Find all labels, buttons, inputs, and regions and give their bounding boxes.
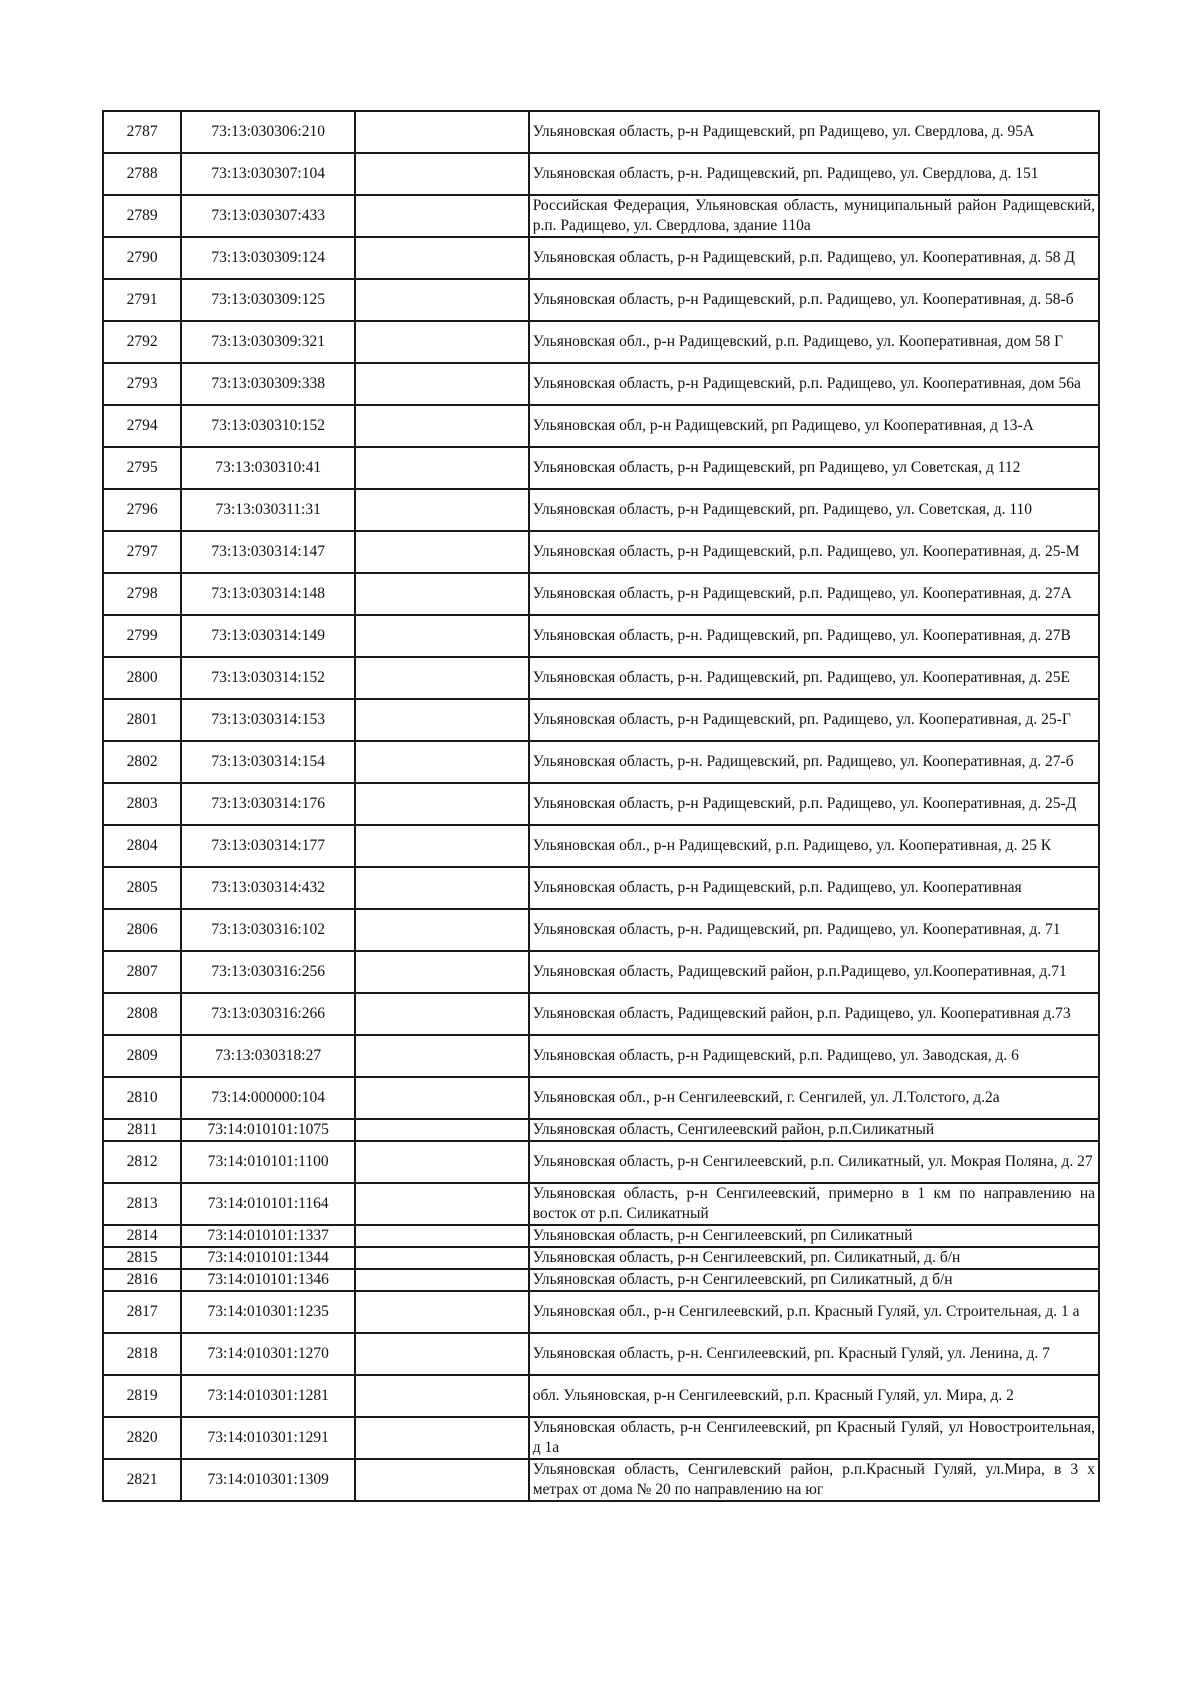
empty-cell [355,489,529,531]
cadastral-number-cell: 73:13:030316:102 [181,909,355,951]
cadastral-number-cell: 73:13:030318:27 [181,1035,355,1077]
table-row [103,993,1099,1035]
table-row [103,699,1099,741]
empty-cell [355,447,529,489]
empty-cell [355,783,529,825]
empty-cell [355,1247,529,1269]
cadastral-number-cell: 73:13:030314:148 [181,573,355,615]
row-number-cell: 2797 [103,531,181,573]
row-number-cell: 2820 [103,1417,181,1459]
cadastral-number-cell: 73:14:010101:1344 [181,1247,355,1269]
cadastral-number-cell: 73:13:030309:321 [181,321,355,363]
table-body [103,111,1099,1501]
cadastral-number-cell: 73:13:030309:338 [181,363,355,405]
address-cell: Ульяновская область, р-н. Радищевский, рп. Радищево, ул. Кооперативная, д. 25Е [529,657,1099,699]
cadastral-number-cell: 73:14:010301:1291 [181,1417,355,1459]
table-row [103,657,1099,699]
cadastral-number-cell: 73:13:030314:432 [181,867,355,909]
cadastral-number-cell: 73:13:030311:31 [181,489,355,531]
cadastral-number-cell: 73:13:030309:124 [181,237,355,279]
cadastral-number-cell: 73:13:030309:125 [181,279,355,321]
empty-cell [355,1077,529,1119]
empty-cell [355,279,529,321]
row-number-cell: 2805 [103,867,181,909]
row-number-cell: 2799 [103,615,181,657]
empty-cell [355,951,529,993]
table-row [103,489,1099,531]
address-cell: Ульяновская область, р-н Радищевский, р.п. Радищево, ул. Кооперативная, д. 25-М [529,531,1099,573]
empty-cell [355,909,529,951]
cadastral-number-cell: 73:14:010301:1270 [181,1333,355,1375]
address-cell: Ульяновская область, р-н. Радищевский, рп. Радищево, ул. Кооперативная, д. 27-б [529,741,1099,783]
address-cell: Ульяновская область, р-н. Радищевский, рп. Радищево, ул. Кооперативная, д. 27В [529,615,1099,657]
table-row [103,909,1099,951]
empty-cell [355,867,529,909]
table-row [103,531,1099,573]
cadastral-number-cell: 73:14:010301:1309 [181,1459,355,1501]
cadastral-number-cell: 73:13:030314:153 [181,699,355,741]
address-cell: Ульяновская область, Радищевский район, р.п. Радищево, ул. Кооперативная д.73 [529,993,1099,1035]
empty-cell [355,615,529,657]
empty-cell [355,1225,529,1247]
row-number-cell: 2817 [103,1291,181,1333]
address-cell: Российская Федерация, Ульяновская область, муниципальный район Радищевский, р.п. Радищево, ул. Свердлова, здание 110а [529,195,1099,237]
table-row [103,1333,1099,1375]
address-cell: Ульяновская обл., р-н Радищевский, р.п. Радищево, ул. Кооперативная, дом 58 Г [529,321,1099,363]
table-row [103,573,1099,615]
empty-cell [355,195,529,237]
address-cell: Ульяновская область, Сенгилеевский район, р.п.Силикатный [529,1119,1099,1141]
cadastral-number-cell: 73:13:030306:210 [181,111,355,153]
empty-cell [355,573,529,615]
table-row [103,153,1099,195]
empty-cell [355,1183,529,1225]
table-row [103,951,1099,993]
cadastral-number-cell: 73:14:010101:1337 [181,1225,355,1247]
cadastral-number-cell: 73:13:030316:266 [181,993,355,1035]
empty-cell [355,657,529,699]
cadastral-number-cell: 73:13:030314:152 [181,657,355,699]
empty-cell [355,1333,529,1375]
address-cell: Ульяновская область, р-н. Радищевский, рп. Радищево, ул. Кооперативная, д. 71 [529,909,1099,951]
row-number-cell: 2806 [103,909,181,951]
row-number-cell: 2800 [103,657,181,699]
row-number-cell: 2813 [103,1183,181,1225]
table-row [103,867,1099,909]
empty-cell [355,1291,529,1333]
empty-cell [355,1035,529,1077]
table-row [103,1035,1099,1077]
address-cell: Ульяновская область, р-н Сенгилеевский, р.п. Силикатный, ул. Мокрая Поляна, д. 27 [529,1141,1099,1183]
cadastral-number-cell: 73:13:030314:154 [181,741,355,783]
table-row [103,1141,1099,1183]
cadastral-number-cell: 73:14:010301:1235 [181,1291,355,1333]
table-row [103,783,1099,825]
row-number-cell: 2801 [103,699,181,741]
empty-cell [355,405,529,447]
table-row [103,825,1099,867]
cadastral-number-cell: 73:13:030310:152 [181,405,355,447]
table-row [103,363,1099,405]
row-number-cell: 2810 [103,1077,181,1119]
table-row [103,1077,1099,1119]
row-number-cell: 2816 [103,1269,181,1291]
empty-cell [355,237,529,279]
row-number-cell: 2807 [103,951,181,993]
row-number-cell: 2804 [103,825,181,867]
table-row [103,741,1099,783]
empty-cell [355,1375,529,1417]
table-row [103,1247,1099,1269]
address-cell: Ульяновская область, р-н Сенгилеевский, рп. Силикатный, д. б/н [529,1247,1099,1269]
table-row [103,1459,1099,1501]
cadastral-number-cell: 73:14:010101:1164 [181,1183,355,1225]
address-cell: Ульяновская обл, р-н Радищевский, рп Радищево, ул Кооперативная, д 13-А [529,405,1099,447]
address-cell: Ульяновская область, р-н. Сенгилеевский, рп. Красный Гуляй, ул. Ленина, д. 7 [529,1333,1099,1375]
address-cell: Ульяновская область, р-н Радищевский, рп Радищево, ул. Свердлова, д. 95А [529,111,1099,153]
address-cell: Ульяновская область, р-н Радищевский, р.п. Радищево, ул. Кооперативная, д. 27А [529,573,1099,615]
table-row [103,447,1099,489]
row-number-cell: 2788 [103,153,181,195]
address-cell: Ульяновская область, р-н Радищевский, рп. Радищево, ул. Кооперативная, д. 25-Г [529,699,1099,741]
address-cell: Ульяновская область, р-н Сенгилеевский, рп Красный Гуляй, ул Новостроительная, д 1а [529,1417,1099,1459]
cadastral-number-cell: 73:13:030307:433 [181,195,355,237]
row-number-cell: 2814 [103,1225,181,1247]
table-row [103,237,1099,279]
address-cell: Ульяновская область, р-н. Радищевский, рп. Радищево, ул. Свердлова, д. 151 [529,153,1099,195]
row-number-cell: 2815 [103,1247,181,1269]
table-row [103,111,1099,153]
address-cell: Ульяновская обл., р-н Сенгилеевский, р.п. Красный Гуляй, ул. Строительная, д. 1 а [529,1291,1099,1333]
address-cell: Ульяновская область, р-н Сенгилеевский, рп Силикатный, д б/н [529,1269,1099,1291]
row-number-cell: 2787 [103,111,181,153]
cadastral-number-cell: 73:13:030316:256 [181,951,355,993]
property-table [102,110,1100,1502]
row-number-cell: 2798 [103,573,181,615]
table-row [103,1417,1099,1459]
row-number-cell: 2811 [103,1119,181,1141]
row-number-cell: 2795 [103,447,181,489]
address-cell: Ульяновская область, Сенгилевский район, р.п.Красный Гуляй, ул.Мира, в 3 х метрах от дома № 20 по направлению на юг [529,1459,1099,1501]
row-number-cell: 2802 [103,741,181,783]
address-cell: Ульяновская область, р-н Радищевский, р.п. Радищево, ул. Кооперативная, д. 58-б [529,279,1099,321]
table-row [103,405,1099,447]
address-cell: Ульяновская обл., р-н Сенгилеевский, г. Сенгилей, ул. Л.Толстого, д.2а [529,1077,1099,1119]
cadastral-number-cell: 73:13:030314:176 [181,783,355,825]
address-cell: Ульяновская область, р-н Радищевский, р.п. Радищево, ул. Кооперативная, д. 25-Д [529,783,1099,825]
address-cell: обл. Ульяновская, р-н Сенгилеевский, р.п. Красный Гуляй, ул. Мира, д. 2 [529,1375,1099,1417]
table-row [103,279,1099,321]
cadastral-number-cell: 73:14:010301:1281 [181,1375,355,1417]
empty-cell [355,699,529,741]
cadastral-number-cell: 73:13:030307:104 [181,153,355,195]
row-number-cell: 2812 [103,1141,181,1183]
table-row [103,1225,1099,1247]
empty-cell [355,993,529,1035]
empty-cell [355,741,529,783]
table-row [103,1183,1099,1225]
row-number-cell: 2809 [103,1035,181,1077]
address-cell: Ульяновская область, р-н Радищевский, р.п. Радищево, ул. Кооперативная, д. 58 Д [529,237,1099,279]
table-row [103,1269,1099,1291]
cadastral-number-cell: 73:13:030314:177 [181,825,355,867]
cadastral-number-cell: 73:14:010101:1100 [181,1141,355,1183]
row-number-cell: 2819 [103,1375,181,1417]
empty-cell [355,531,529,573]
row-number-cell: 2789 [103,195,181,237]
cadastral-number-cell: 73:13:030310:41 [181,447,355,489]
table-row [103,1291,1099,1333]
empty-cell [355,1269,529,1291]
empty-cell [355,111,529,153]
table-row [103,321,1099,363]
empty-cell [355,153,529,195]
cadastral-number-cell: 73:13:030314:149 [181,615,355,657]
row-number-cell: 2794 [103,405,181,447]
empty-cell [355,1141,529,1183]
cadastral-number-cell: 73:14:010101:1346 [181,1269,355,1291]
address-cell: Ульяновская область, р-н Сенгилеевский, примерно в 1 км по направлению на восток от р.п. Силикатный [529,1183,1099,1225]
row-number-cell: 2796 [103,489,181,531]
row-number-cell: 2791 [103,279,181,321]
row-number-cell: 2821 [103,1459,181,1501]
row-number-cell: 2793 [103,363,181,405]
row-number-cell: 2790 [103,237,181,279]
empty-cell [355,825,529,867]
row-number-cell: 2818 [103,1333,181,1375]
cadastral-number-cell: 73:13:030314:147 [181,531,355,573]
address-cell: Ульяновская область, р-н Радищевский, р.п. Радищево, ул. Кооперативная [529,867,1099,909]
row-number-cell: 2792 [103,321,181,363]
empty-cell [355,1119,529,1141]
empty-cell [355,321,529,363]
table-row [103,195,1099,237]
cadastral-number-cell: 73:14:000000:104 [181,1077,355,1119]
table-row [103,615,1099,657]
address-cell: Ульяновская область, р-н Сенгилеевский, рп Силикатный [529,1225,1099,1247]
row-number-cell: 2808 [103,993,181,1035]
empty-cell [355,363,529,405]
address-cell: Ульяновская область, р-н Радищевский, р.п. Радищево, ул. Кооперативная, дом 56а [529,363,1099,405]
address-cell: Ульяновская обл., р-н Радищевский, р.п. Радищево, ул. Кооперативная, д. 25 К [529,825,1099,867]
empty-cell [355,1459,529,1501]
table-row [103,1375,1099,1417]
address-cell: Ульяновская область, Радищевский район, р.п.Радищево, ул.Кооперативная, д.71 [529,951,1099,993]
row-number-cell: 2803 [103,783,181,825]
address-cell: Ульяновская область, р-н Радищевский, р.п. Радищево, ул. Заводская, д. 6 [529,1035,1099,1077]
empty-cell [355,1417,529,1459]
table-row [103,1119,1099,1141]
address-cell: Ульяновская область, р-н Радищевский, рп. Радищево, ул. Советская, д. 110 [529,489,1099,531]
address-cell: Ульяновская область, р-н Радищевский, рп Радищево, ул Советская, д 112 [529,447,1099,489]
cadastral-number-cell: 73:14:010101:1075 [181,1119,355,1141]
